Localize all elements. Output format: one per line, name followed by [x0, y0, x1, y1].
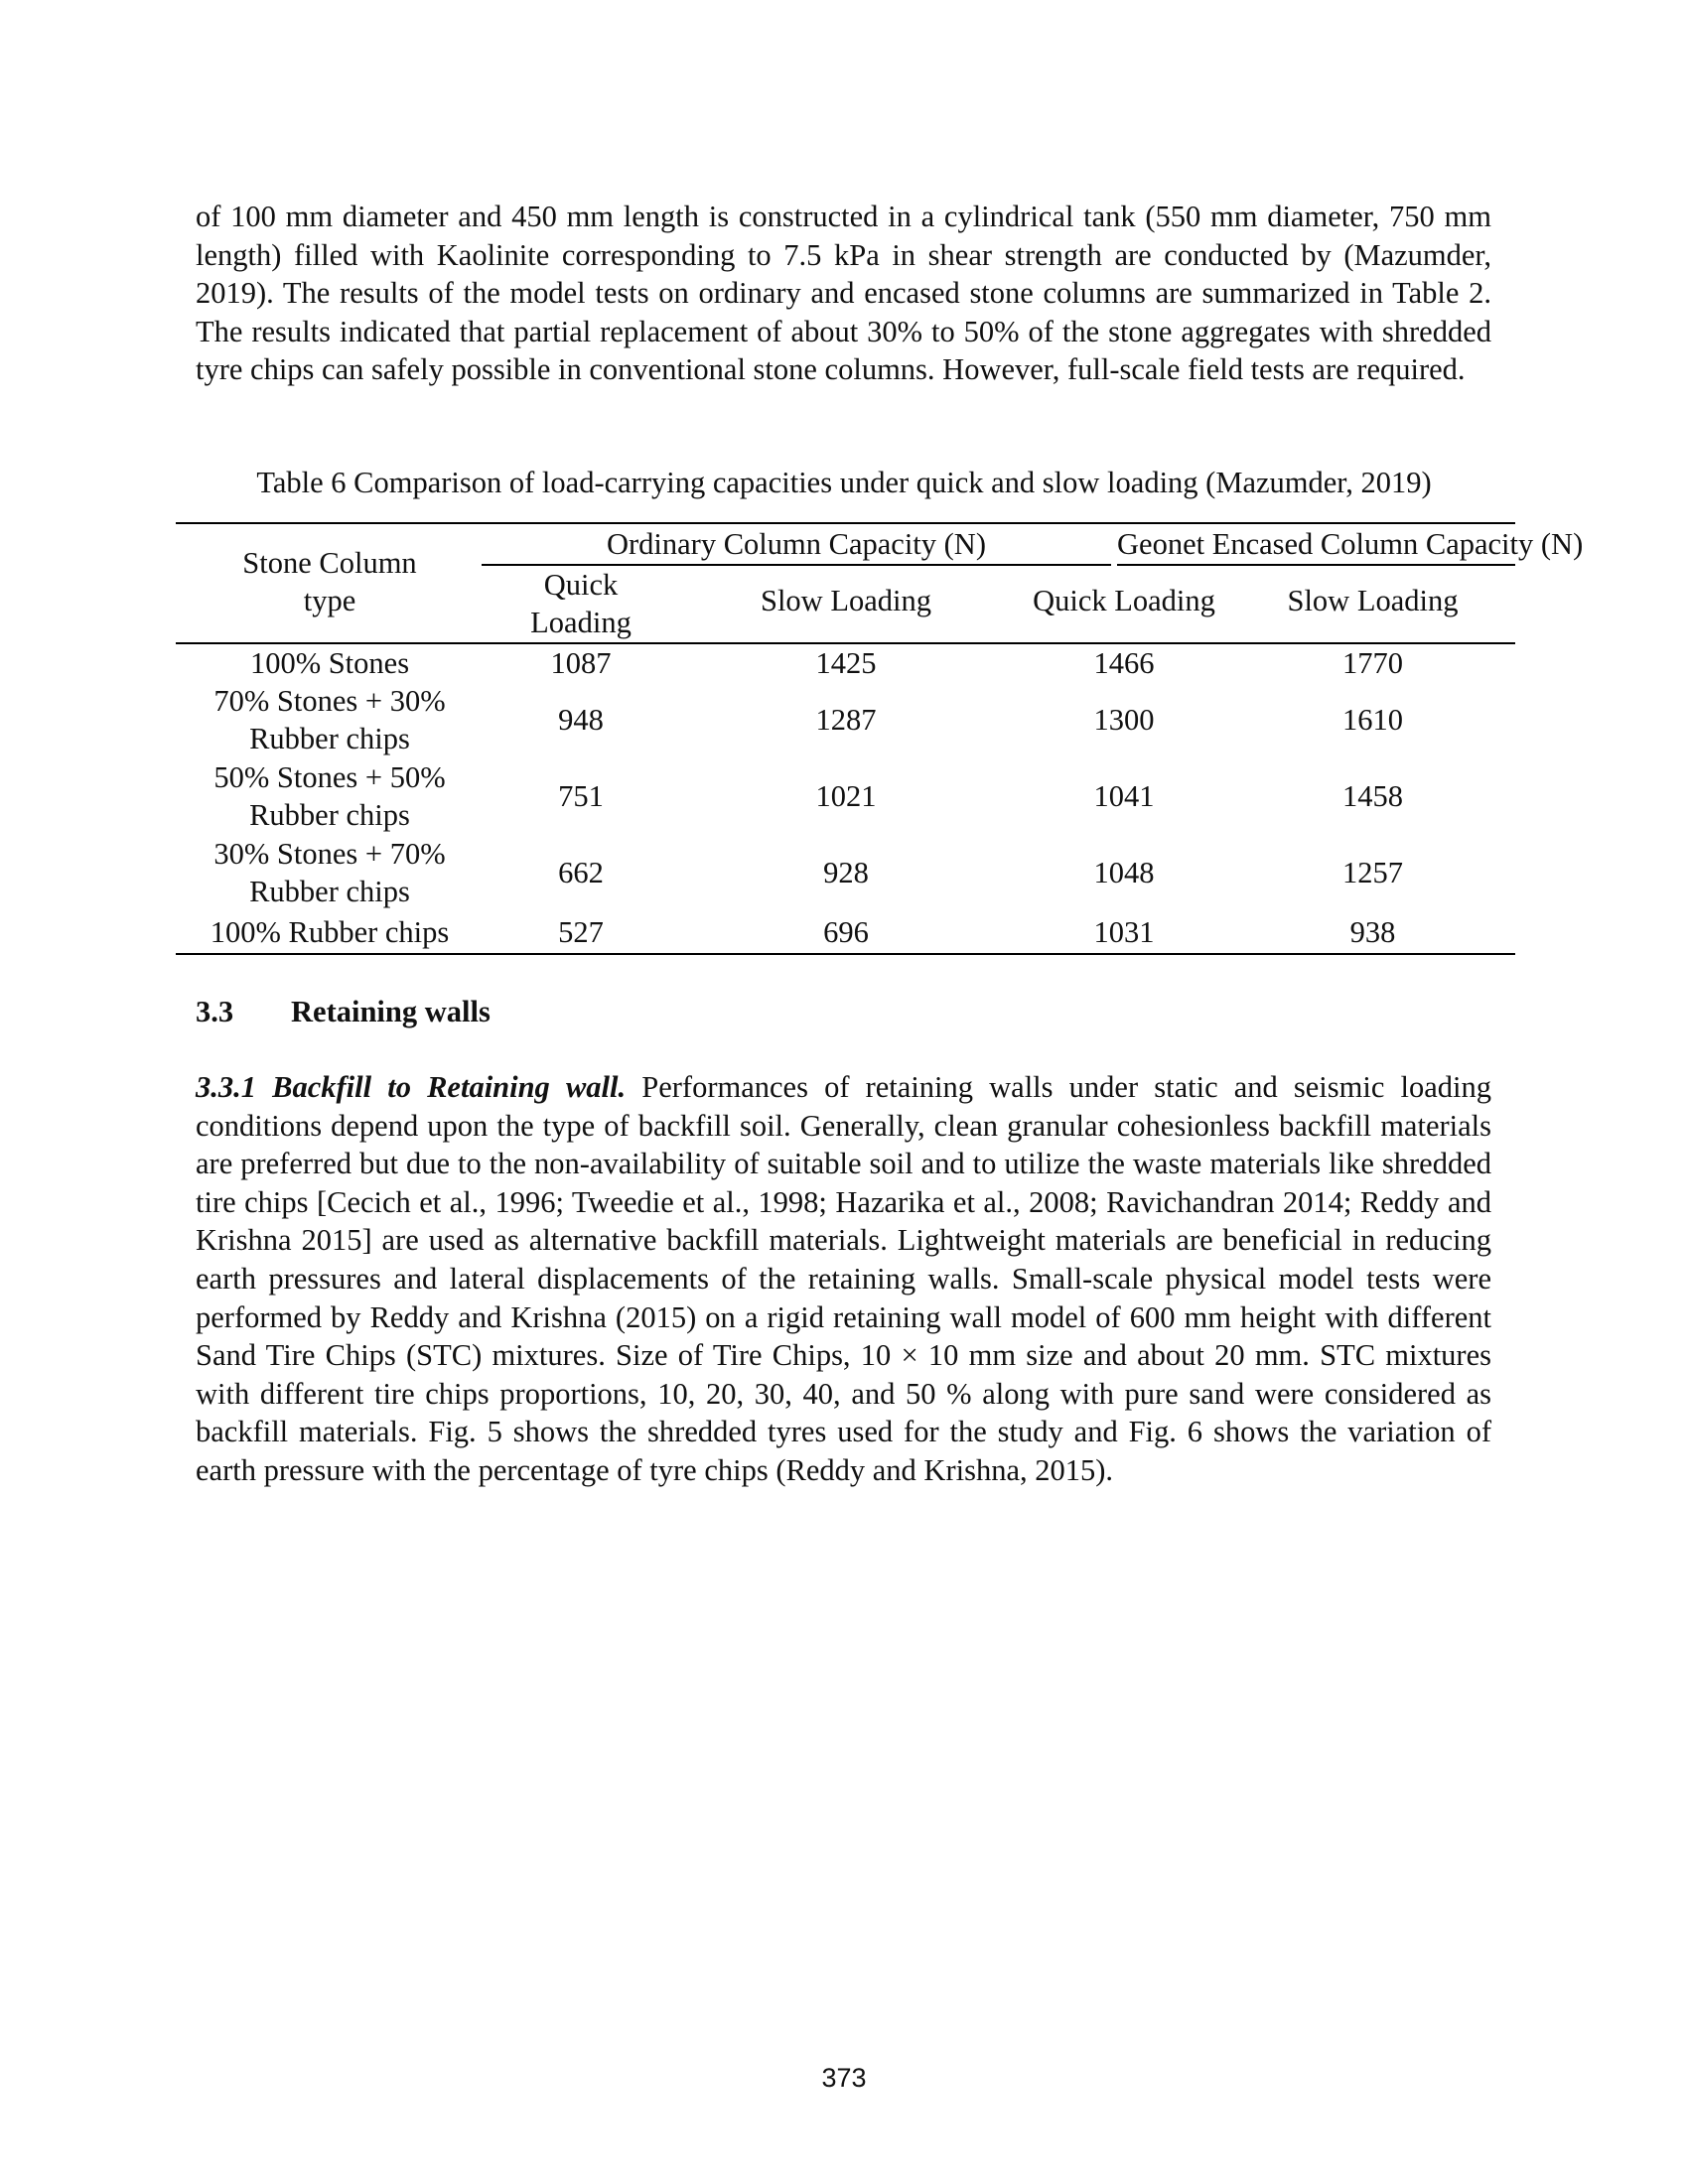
- row-header-line-1: Stone Column: [242, 546, 417, 580]
- row-2-ordinary-quick: 948: [558, 703, 604, 737]
- subheader-ordinary-slow: Slow Loading: [761, 584, 931, 617]
- group-header-geonet: Geonet Encased Column Capacity (N): [1117, 527, 1584, 561]
- row-5-type: 100% Rubber chips: [210, 915, 450, 949]
- row-5-geonet-quick: 1031: [1093, 915, 1155, 949]
- row-1-type: 100% Stones: [249, 646, 410, 680]
- table-bottom-rule: [176, 953, 1515, 955]
- row-5-geonet-slow: 938: [1349, 915, 1396, 949]
- row-2-geonet-quick: 1300: [1093, 703, 1155, 737]
- section-title: Retaining walls: [291, 995, 491, 1028]
- row-1-ordinary-quick: 1087: [550, 646, 612, 680]
- subheader-geonet-slow: Slow Loading: [1287, 584, 1459, 617]
- row-4-ordinary-slow: 928: [823, 856, 869, 889]
- row-5-ordinary-slow: 696: [823, 915, 869, 949]
- row-4-geonet-slow: 1257: [1342, 856, 1403, 889]
- row-1-geonet-slow: 1770: [1342, 646, 1403, 680]
- backfill-paragraph: [196, 1068, 1491, 1490]
- subheader-ordinary-quick-line-1: Quick: [543, 568, 619, 602]
- group-header-ordinary: Ordinary Column Capacity (N): [606, 527, 986, 561]
- section-number: 3.3: [196, 995, 234, 1028]
- section-heading: [196, 993, 491, 1030]
- subheader-ordinary-quick-line-2: Loading: [530, 606, 632, 639]
- row-header-line-2: type: [303, 584, 356, 617]
- row-3-ordinary-quick: 751: [558, 779, 604, 813]
- row-4-geonet-quick: 1048: [1093, 856, 1155, 889]
- subsection-body-text: Performances of retaining walls under static and seismic loading conditions depend upon the type of backfill soil. Generally, clean granular cohesionless backfill materials are preferred but due to the non-availability of suitable soil and to utilize the waste materials like shredded tire chips [Cecich et al., 1996; Tweedie et al., 1998; Hazarika et al., 2008; Ravichandran 2014; Reddy and Krishna 2015] are used as alternative backfill materials. Lightweight materials are beneficial in reducing earth pressures and lateral displacements of the retaining walls. Small-scale physical model tests were performed by Reddy and Krishna (2015) on a rigid retaining wall model of 600 mm height with different Sand Tire Chips (STC) mixtures. Size of Tire Chips, 10 × 10 mm size and about 20 mm. STC mixtures with different tire chips proportions, 10, 20, 30, 40, and 50 % along with pure sand were considered as backfill materials. Fig. 5 shows the shredded tyres used for the study and Fig. 6 shows the variation of earth pressure with the percentage of tyre chips (Reddy and Krishna, 2015).: [196, 1070, 1492, 1487]
- row-2-type-line-2: Rubber chips: [249, 722, 410, 755]
- group-underline-geonet: [1117, 564, 1515, 566]
- row-3-geonet-quick: 1041: [1093, 779, 1155, 813]
- row-5-ordinary-quick: 527: [558, 915, 604, 949]
- row-1-ordinary-slow: 1425: [815, 646, 877, 680]
- row-2-type-line-1: 70% Stones + 30%: [213, 684, 446, 718]
- row-3-geonet-slow: 1458: [1342, 779, 1403, 813]
- row-2-geonet-slow: 1610: [1342, 703, 1403, 737]
- row-4-type-line-2: Rubber chips: [249, 875, 410, 908]
- table-top-rule: [176, 522, 1515, 524]
- intro-paragraph: of 100 mm diameter and 450 mm length is constructed in a cylindrical tank (550 mm diameter, 750 mm length) filled with Kaolinite corresponding to 7.5 kPa in shear strength are conducted by (Mazumder, 2019). The results of the model tests on ordinary and encased stone columns are summarized in Table 2. The results indicated that partial replacement of about 30% to 50% of the stone aggregates with shredded tyre chips can safely possible in conventional stone columns. However, full-scale field tests are required.: [196, 200, 1491, 387]
- row-3-type-line-1: 50% Stones + 50%: [213, 760, 446, 794]
- row-4-type-line-1: 30% Stones + 70%: [213, 837, 446, 871]
- row-4-ordinary-quick: 662: [558, 856, 604, 889]
- row-2-ordinary-slow: 1287: [815, 703, 877, 737]
- table-caption: Table 6 Comparison of load-carrying capacities under quick and slow loading (Mazumder, 2019): [256, 466, 1432, 499]
- row-3-type-line-2: Rubber chips: [249, 798, 410, 832]
- row-1-geonet-quick: 1466: [1093, 646, 1155, 680]
- subheader-geonet-quick: Quick Loading: [1033, 584, 1215, 617]
- row-3-ordinary-slow: 1021: [815, 779, 877, 813]
- subsection-run-in-heading: 3.3.1 Backfill to Retaining wall.: [196, 1070, 627, 1104]
- page-number: 373: [821, 2063, 867, 2093]
